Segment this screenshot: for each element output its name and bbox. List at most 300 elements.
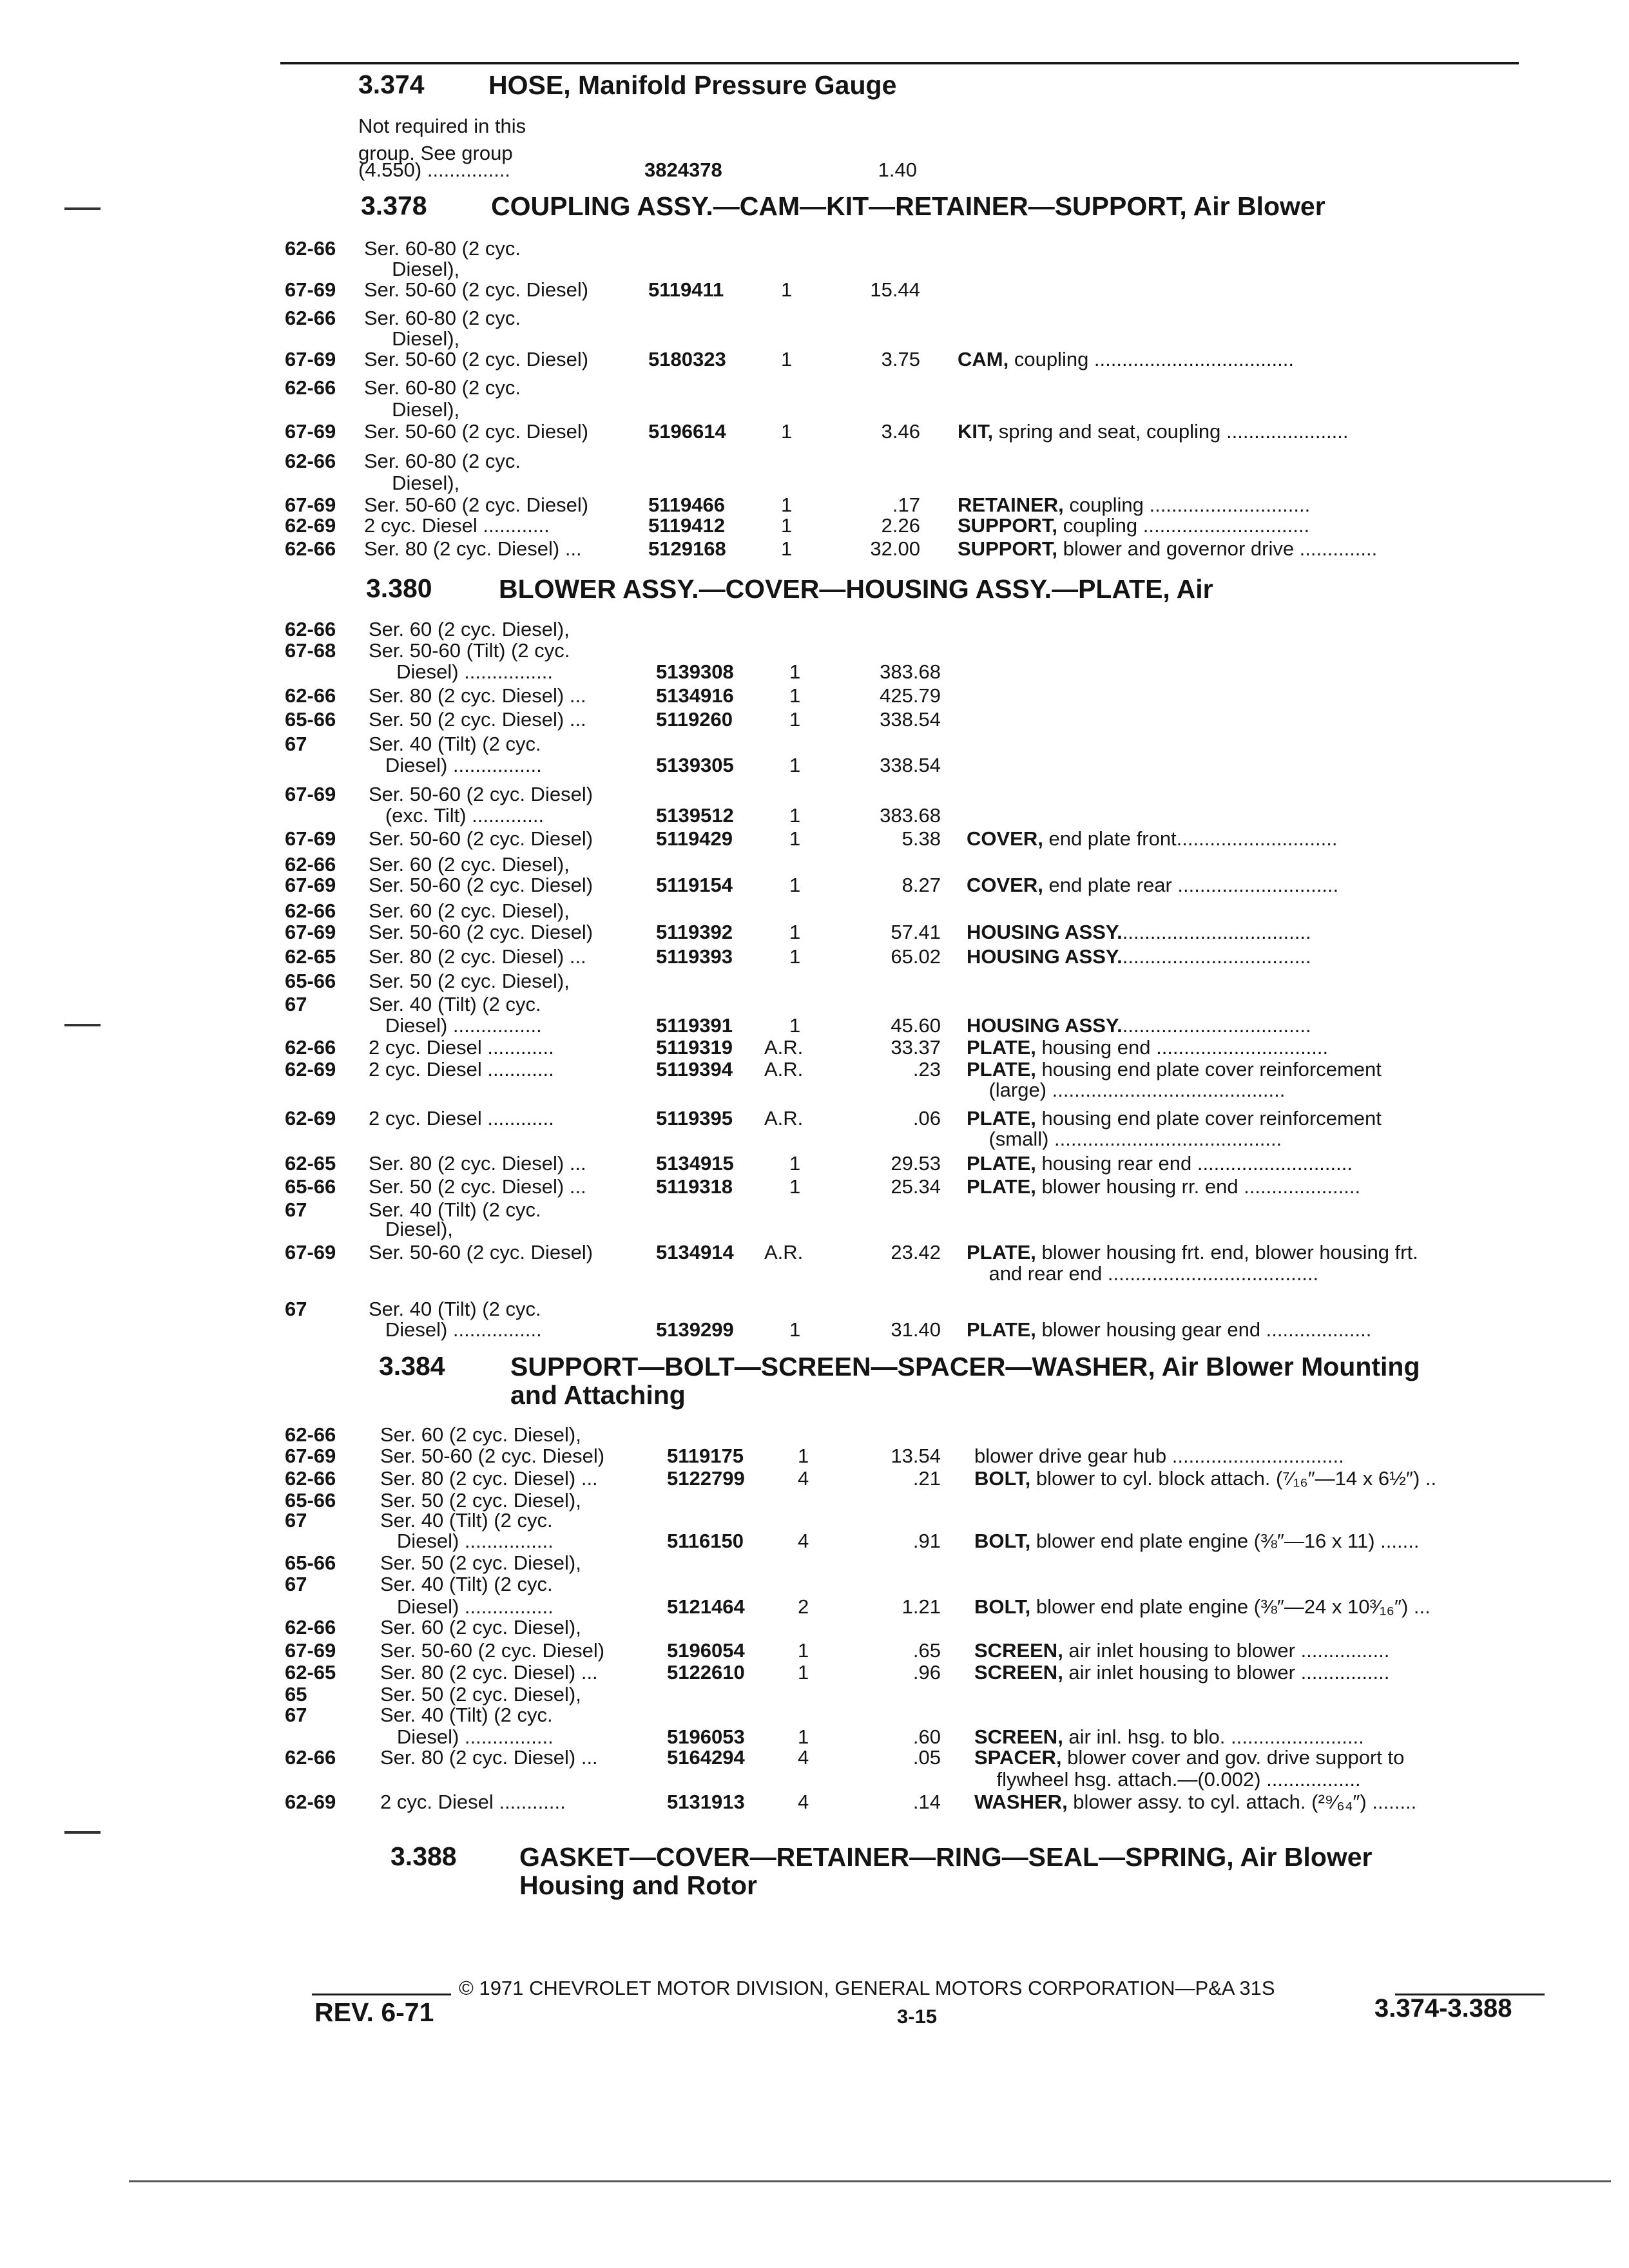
part-name-detail: housing rear end ............................ [1036,1152,1353,1175]
part-number: 5119393 [656,945,733,968]
part-name-keyword: KIT, [958,420,994,443]
section-range: 3.374-3.388 [1374,1994,1512,2023]
price: .14 [912,1791,941,1813]
year-range: 62-66 [285,307,336,329]
model-description: Ser. 50-60 (2 cyc. Diesel) [364,278,589,301]
section-title: SUPPORT—BOLT—SCREEN—SPACER—WASHER, Air Blower Mounting [510,1352,1420,1381]
model-description: (exc. Tilt) ............. [369,804,545,827]
parts-row [0,418,1629,446]
price: .06 [912,1107,941,1129]
year-range: 62-69 [285,514,336,537]
part-name-keyword: COVER, [967,874,1043,896]
quantity: 1 [789,684,801,707]
model-description: Ser. 80 (2 cyc. Diesel) ... [369,1152,586,1175]
section-title: and Attaching [510,1380,686,1410]
part-name-detail: end plate rear ............................. [1043,874,1339,896]
parts-row [0,1316,1629,1344]
model-description: Ser. 60 (2 cyc. Diesel), [380,1616,581,1639]
quantity: 1 [798,1661,809,1684]
price: 32.00 [870,537,920,560]
part-number: 5139308 [656,660,734,683]
section-title: COUPLING ASSY.—CAM—KIT—RETAINER—SUPPORT, Air Blower [491,191,1325,221]
part-name-keyword: PLATE, [967,1107,1036,1129]
part-number: 5134914 [656,1241,734,1264]
parts-row [0,1788,1629,1816]
part-name-detail: spring and seat, coupling ...................... [993,420,1349,443]
model-description: Ser. 50-60 (2 cyc. Diesel) [369,1241,593,1264]
model-description: Diesel) ................ [380,1530,554,1552]
section-number: 3.388 [390,1841,457,1871]
part-name-detail: flywheel hsg. attach.—(0.002) ................. [974,1768,1361,1791]
model-description: Ser. 50-60 (2 cyc. Diesel) [369,783,593,805]
quantity: 2 [798,1595,809,1618]
section-title: HOSE, Manifold Pressure Gauge [488,70,897,100]
part-name-detail: blower end plate engine (⅜″—24 x 10³⁄₁₆″) ... [1030,1595,1431,1618]
price: 425.79 [880,684,941,707]
part-name-keyword: SPACER, [974,1746,1062,1769]
section-title: Housing and Rotor [519,1870,757,1900]
bottom-scan-rule [129,2180,1611,2182]
price: 29.53 [891,1152,941,1175]
part-name-detail: blower end plate engine (⅜″—16 x 11) ....... [1030,1530,1420,1552]
part-name [974,1788,1416,1816]
part-name-keyword: PLATE, [967,1152,1036,1175]
price: 15.44 [870,278,920,301]
price: 31.40 [891,1318,941,1341]
year-range: 67-69 [285,348,336,370]
quantity: A.R. [764,1058,804,1081]
price: 65.02 [891,945,941,968]
quantity: 1 [798,1725,809,1748]
part-number: 5134916 [656,684,734,707]
part-number: 5119466 [648,494,725,516]
part-name-keyword: PLATE, [967,1175,1036,1198]
part-number: 5139305 [656,754,734,776]
part-name [967,1260,1318,1288]
part-number: 5119260 [656,708,733,731]
part-name-detail: blower housing frt. end, blower housing frt. [1036,1241,1418,1264]
part-name-keyword: PLATE, [967,1058,1036,1081]
part-number: 5121464 [667,1595,745,1618]
part-name-keyword: BOLT, [974,1595,1031,1618]
parts-row [0,112,1629,140]
year-range: 62-65 [285,1661,336,1684]
model-description: Ser. 40 (Tilt) (2 cyc. [380,1704,553,1726]
price: 383.68 [880,660,941,683]
model-description: Ser. 80 (2 cyc. Diesel) ... [369,684,586,707]
part-name-detail: blower housing gear end ................... [1036,1318,1372,1341]
price: 383.68 [880,804,941,827]
part-number: 5119392 [656,921,733,943]
year-range: 62-66 [285,537,336,560]
price: .17 [892,494,920,516]
year-range: 62-66 [285,450,336,472]
model-description: Ser. 50-60 (2 cyc. Diesel) [369,921,593,943]
part-name-detail: blower housing rr. end ..................... [1036,1175,1361,1198]
model-description: Ser. 50-60 (2 cyc. Diesel) [364,494,589,516]
quantity: 1 [789,921,801,943]
model-description: Ser. 60 (2 cyc. Diesel), [369,853,570,876]
year-range: 62-66 [285,853,336,876]
model-description: Ser. 60-80 (2 cyc. [364,376,521,399]
top-rule [280,62,1519,64]
model-description: Ser. 50 (2 cyc. Diesel), [380,1683,581,1706]
model-description: Ser. 40 (Tilt) (2 cyc. [369,1298,541,1320]
quantity: 1 [781,537,793,560]
part-name-keyword: SUPPORT, [958,537,1058,560]
part-name [958,535,1377,563]
year-range: 65 [285,1683,307,1706]
part-number: 5119391 [656,1014,733,1037]
price: 8.27 [901,874,941,896]
part-name-keyword: WASHER, [974,1791,1068,1813]
model-description: Ser. 50-60 (2 cyc. Diesel) [364,348,589,370]
year-range: 62-69 [285,1791,336,1813]
price: 5.38 [901,827,941,850]
part-name-detail: blower to cyl. block attach. (⁷⁄₁₆″—14 x 6½″) .. [1030,1467,1437,1490]
section-number: 3.374 [358,70,425,99]
year-range: 67 [285,1573,307,1595]
margin-mark [64,207,101,210]
model-description: Not required in this [358,115,526,137]
year-range: 65-66 [285,708,336,731]
section-title: GASKET—COVER—RETAINER—RING—SEAL—SPRING, Air Blower [519,1842,1373,1872]
year-range: 62-66 [285,237,336,260]
price: .21 [912,1467,941,1490]
price: .60 [912,1725,941,1748]
price: .23 [912,1058,941,1081]
model-description: Diesel) ................ [369,1014,542,1037]
part-name-detail: coupling .............................. [1057,514,1310,537]
parts-row [0,825,1629,853]
part-name [967,1316,1371,1344]
model-description: Ser. 60-80 (2 cyc. [364,307,521,329]
part-name-detail: .................................. [1122,1014,1311,1037]
model-description: Ser. 80 (2 cyc. Diesel) ... [369,945,586,968]
part-name-keyword: PLATE, [967,1318,1036,1341]
part-name-keyword: HOUSING ASSY. [967,1014,1123,1037]
part-number: 5119154 [656,874,733,896]
part-number: 5139512 [656,804,734,827]
price: 25.34 [891,1175,941,1198]
quantity: 1 [789,804,801,827]
quantity: 1 [789,945,801,968]
model-description: Ser. 50-60 (2 cyc. Diesel) [369,874,593,896]
part-name-detail: blower cover and gov. drive support to [1061,1746,1405,1769]
part-name-detail: end plate front............................. [1043,827,1338,850]
parts-row [0,535,1629,563]
part-number: 5196614 [648,420,726,443]
model-description: Ser. 50 (2 cyc. Diesel) ... [369,1175,586,1198]
part-name-detail: and rear end ...................................... [967,1262,1319,1285]
parts-row [0,345,1629,374]
year-range: 65-66 [285,1489,336,1512]
model-description: Ser. 60-80 (2 cyc. [364,450,521,472]
year-range: 65-66 [285,970,336,992]
price: 338.54 [880,754,941,776]
part-number: 5196053 [667,1725,745,1748]
model-description: Ser. 40 (Tilt) (2 cyc. [369,1198,541,1221]
quantity: 1 [789,1152,801,1175]
year-range: 62-66 [285,1467,336,1490]
quantity: 1 [789,754,801,776]
part-number: 5180323 [648,348,726,370]
year-range: 67 [285,1298,307,1320]
parts-row [0,276,1629,304]
parts-row [0,871,1629,899]
year-range: 67-69 [285,783,336,805]
part-number: 5129168 [648,537,726,560]
model-description: Ser. 60-80 (2 cyc. [364,237,521,260]
price: 338.54 [880,708,941,731]
part-number: 5196054 [667,1639,745,1662]
part-name [967,871,1338,899]
model-description: Ser. 60 (2 cyc. Diesel), [369,899,570,922]
year-range: 62-69 [285,1107,336,1129]
part-name [958,418,1349,446]
part-name-keyword: BOLT, [974,1467,1031,1490]
price: 3.46 [881,420,920,443]
price: 57.41 [891,921,941,943]
part-name-keyword: COVER, [967,827,1043,850]
year-range: 62-66 [285,899,336,922]
quantity: 4 [798,1746,809,1769]
year-range: 67-69 [285,1639,336,1662]
year-range: 67-68 [285,639,336,662]
section-number: 3.380 [366,573,432,603]
year-range: 67 [285,1509,307,1532]
price: 13.54 [891,1445,941,1467]
part-name-detail: air inlet housing to blower ................ [1063,1639,1390,1662]
quantity: 1 [798,1639,809,1662]
price: 1.40 [878,159,917,181]
year-range: 62-66 [285,1036,336,1059]
footer-rule-left [312,1994,451,1995]
part-number: 5119319 [656,1036,733,1059]
part-number: 5119429 [656,827,733,850]
parts-row [0,751,1629,780]
part-name-detail: blower assy. to cyl. attach. (²⁹⁄₆₄″) ........ [1067,1791,1417,1813]
year-range: 62-66 [285,684,336,707]
part-number: 5119411 [648,278,724,301]
model-description: Ser. 50-60 (2 cyc. Diesel) [369,827,593,850]
price: .96 [912,1661,941,1684]
quantity: 1 [781,278,793,301]
model-description: Ser. 60 (2 cyc. Diesel), [380,1423,581,1446]
model-description: Diesel) ................ [369,1318,542,1341]
model-description: Diesel), [369,1218,453,1240]
model-description: 2 cyc. Diesel ............ [364,514,550,537]
part-name-detail: housing end ............................... [1036,1036,1329,1059]
quantity: 4 [798,1530,809,1552]
model-description: Ser. 50-60 (2 cyc. Diesel) [380,1639,605,1662]
year-range: 67 [285,1704,307,1726]
part-number: 5119412 [648,514,725,537]
price: 23.42 [891,1241,941,1264]
part-name [967,825,1337,853]
year-range: 62-66 [285,1746,336,1769]
model-description: Ser. 50-60 (2 cyc. Diesel) [364,420,589,443]
quantity: 1 [781,420,793,443]
quantity: 1 [789,827,801,850]
year-range: 62-66 [285,1423,336,1446]
part-number: 5122799 [667,1467,745,1490]
price: 2.26 [881,514,920,537]
part-number: 5131913 [667,1791,745,1813]
part-number: 5119394 [656,1058,733,1081]
quantity: 4 [798,1467,809,1490]
model-description: Ser. 50 (2 cyc. Diesel), [380,1552,581,1574]
price: .05 [912,1746,941,1769]
model-description: Ser. 60 (2 cyc. Diesel), [369,618,570,640]
part-name-detail: housing end plate cover reinforcement [1036,1058,1382,1081]
model-description: 2 cyc. Diesel ............ [369,1058,554,1081]
part-name-detail: air inlet housing to blower ................ [1063,1661,1390,1684]
model-description: Diesel), [364,472,460,494]
part-name-detail: housing end plate cover reinforcement [1036,1107,1382,1129]
year-range: 67-69 [285,420,336,443]
model-description: Ser. 50-60 (2 cyc. Diesel) [380,1445,605,1467]
part-name-keyword: BOLT, [974,1530,1031,1552]
quantity: A.R. [764,1241,804,1264]
part-name-detail: coupling .................................... [1008,348,1294,370]
year-range: 67-69 [285,874,336,896]
price: .65 [912,1639,941,1662]
model-description: Ser. 50 (2 cyc. Diesel), [369,970,570,992]
model-description: (4.550) ............... [358,159,511,181]
part-name-keyword: PLATE, [967,1241,1036,1264]
quantity: 1 [781,494,793,516]
year-range: 67-69 [285,1241,336,1264]
part-number: 5119395 [656,1107,733,1129]
quantity: A.R. [764,1036,804,1059]
year-range: 62-66 [285,376,336,399]
copyright-line: © 1971 CHEVROLET MOTOR DIVISION, GENERAL MOTORS CORPORATION—P&A 31S [459,1977,1275,1999]
year-range: 67-69 [285,827,336,850]
model-description: Ser. 80 (2 cyc. Diesel) ... [380,1467,598,1490]
quantity: 1 [789,708,801,731]
model-description: Ser. 40 (Tilt) (2 cyc. [369,993,541,1015]
quantity: 4 [798,1791,809,1813]
year-range: 62-66 [285,618,336,640]
price: 33.37 [891,1036,941,1059]
quantity: A.R. [764,1107,804,1129]
part-name-keyword: CAM, [958,348,1009,370]
part-name-detail: .................................. [1122,945,1311,968]
price: .91 [912,1530,941,1552]
part-number: 3824378 [644,159,722,181]
part-name-keyword: PLATE, [967,1036,1036,1059]
model-description: group. See group [358,142,513,164]
year-range: 67-69 [285,1445,336,1467]
quantity: 1 [789,1175,801,1198]
part-name-keyword: HOUSING ASSY. [967,945,1123,968]
model-description: Diesel), [364,327,460,350]
year-range: 67-69 [285,921,336,943]
part-name-keyword: SCREEN, [974,1661,1063,1684]
model-description: Ser. 80 (2 cyc. Diesel) ... [380,1746,598,1769]
model-description: Ser. 80 (2 cyc. Diesel) ... [364,537,582,560]
model-description: Diesel) ................ [380,1595,554,1618]
year-range: 67 [285,733,307,755]
year-range: 65-66 [285,1175,336,1198]
parts-row [0,1076,1629,1104]
quantity: 1 [781,514,793,537]
part-number: 5164294 [667,1746,745,1769]
model-description: 2 cyc. Diesel ............ [369,1036,554,1059]
year-range: 67-69 [285,494,336,516]
section-title: BLOWER ASSY.—COVER—HOUSING ASSY.—PLATE, Air [499,574,1213,604]
year-range: 62-65 [285,1152,336,1175]
model-description: Ser. 50 (2 cyc. Diesel), [380,1489,581,1512]
quantity: 1 [789,660,801,683]
part-name [958,345,1294,374]
margin-mark [64,1831,101,1834]
quantity: 1 [789,874,801,896]
part-number: 5139299 [656,1318,734,1341]
price: 45.60 [891,1014,941,1037]
quantity: 1 [798,1445,809,1467]
part-name-detail: (large) .......................................... [967,1079,1286,1101]
model-description: Diesel) ................ [369,660,553,683]
model-description: Diesel), [364,258,460,280]
part-name-keyword: SUPPORT, [958,514,1058,537]
model-description: Ser. 40 (Tilt) (2 cyc. [380,1573,553,1595]
section-number: 3.384 [379,1351,445,1381]
year-range: 65-66 [285,1552,336,1574]
part-name-keyword: HOUSING ASSY. [967,921,1123,943]
price: 3.75 [881,348,920,370]
year-range: 62-66 [285,1616,336,1639]
part-number: 5122610 [667,1661,745,1684]
part-name [967,1076,1285,1104]
quantity: 1 [789,1318,801,1341]
part-number: 5119318 [656,1175,733,1198]
price: 1.21 [901,1595,941,1618]
year-range: 67 [285,1198,307,1221]
part-name-detail: air inl. hsg. to blo. ........................ [1063,1725,1364,1748]
part-number: 5116150 [667,1530,744,1552]
part-number: 5134915 [656,1152,734,1175]
part-name-detail: .................................. [1122,921,1311,943]
model-description: 2 cyc. Diesel ............ [369,1107,554,1129]
model-description: Diesel), [364,398,460,421]
quantity: 1 [781,348,793,370]
page-number: 3-15 [897,2005,938,2028]
model-description: Diesel) ................ [380,1725,554,1748]
model-description: Ser. 80 (2 cyc. Diesel) ... [380,1661,598,1684]
model-description: 2 cyc. Diesel ............ [380,1791,566,1813]
model-description: Ser. 40 (Tilt) (2 cyc. [380,1509,553,1532]
year-range: 62-65 [285,945,336,968]
part-name-keyword: RETAINER, [958,494,1064,516]
quantity: 1 [789,1014,801,1037]
section-number: 3.378 [361,191,427,220]
model-description: Ser. 50-60 (Tilt) (2 cyc. [369,639,570,662]
model-description: Diesel) ................ [369,754,542,776]
part-name-keyword: SCREEN, [974,1639,1063,1662]
part-name-detail: blower drive gear hub ............................... [974,1445,1344,1467]
part-name-keyword: SCREEN, [974,1725,1063,1748]
parts-row [0,1260,1629,1288]
part-name-detail: blower and governor drive .............. [1057,537,1378,560]
year-range: 67 [285,993,307,1015]
year-range: 62-69 [285,1058,336,1081]
part-number: 5119175 [667,1445,744,1467]
parts-row [0,156,1629,184]
part-name-detail: coupling ............................. [1063,494,1311,516]
revision-label: REV. 6-71 [314,1997,434,2027]
